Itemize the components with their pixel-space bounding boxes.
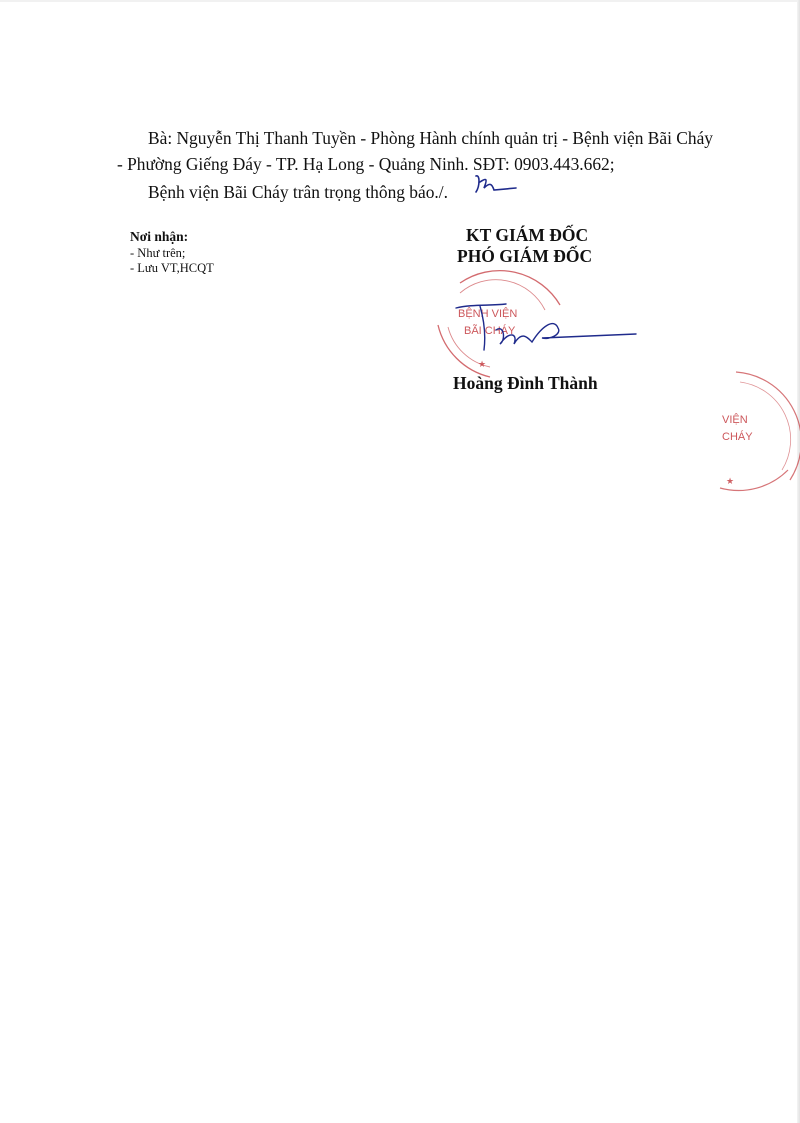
paragraph-line-1: Bà: Nguyễn Thị Thanh Tuyền - Phòng Hành chính quản trị - Bệnh viện Bãi Cháy — [148, 128, 713, 148]
partial-stamp — [700, 360, 800, 500]
handwritten-signature — [450, 300, 640, 360]
stamp-text: BÃI CHÁY — [464, 325, 516, 337]
svg-text:★: ★ — [726, 477, 735, 487]
stamp-text: BỆNH VIỆN — [458, 308, 518, 320]
svg-text:★: ★ — [478, 360, 487, 370]
recipient-item: - Như trên; — [130, 246, 186, 260]
recipients-title: Nơi nhận: — [130, 229, 189, 244]
paragraph-line-2: - Phường Giếng Đáy - TP. Hạ Long - Quảng Ninh. SĐT: 0903.443.662; — [117, 154, 615, 174]
recipient-item: - Lưu VT,HCQT — [130, 261, 214, 275]
page-top-edge — [0, 0, 800, 2]
paragraph-line-3: Bệnh viện Bãi Cháy trân trọng thông báo./. — [148, 182, 448, 202]
stamp-text: VIỆN — [722, 414, 748, 426]
initials-mark — [470, 172, 518, 196]
signature-title-2: PHÓ GIÁM ĐỐC — [457, 246, 593, 266]
stamp-text: CHÁY — [722, 431, 753, 443]
signature-title-1: KT GIÁM ĐỐC — [466, 225, 589, 245]
signer-name: Hoàng Đình Thành — [453, 373, 598, 393]
